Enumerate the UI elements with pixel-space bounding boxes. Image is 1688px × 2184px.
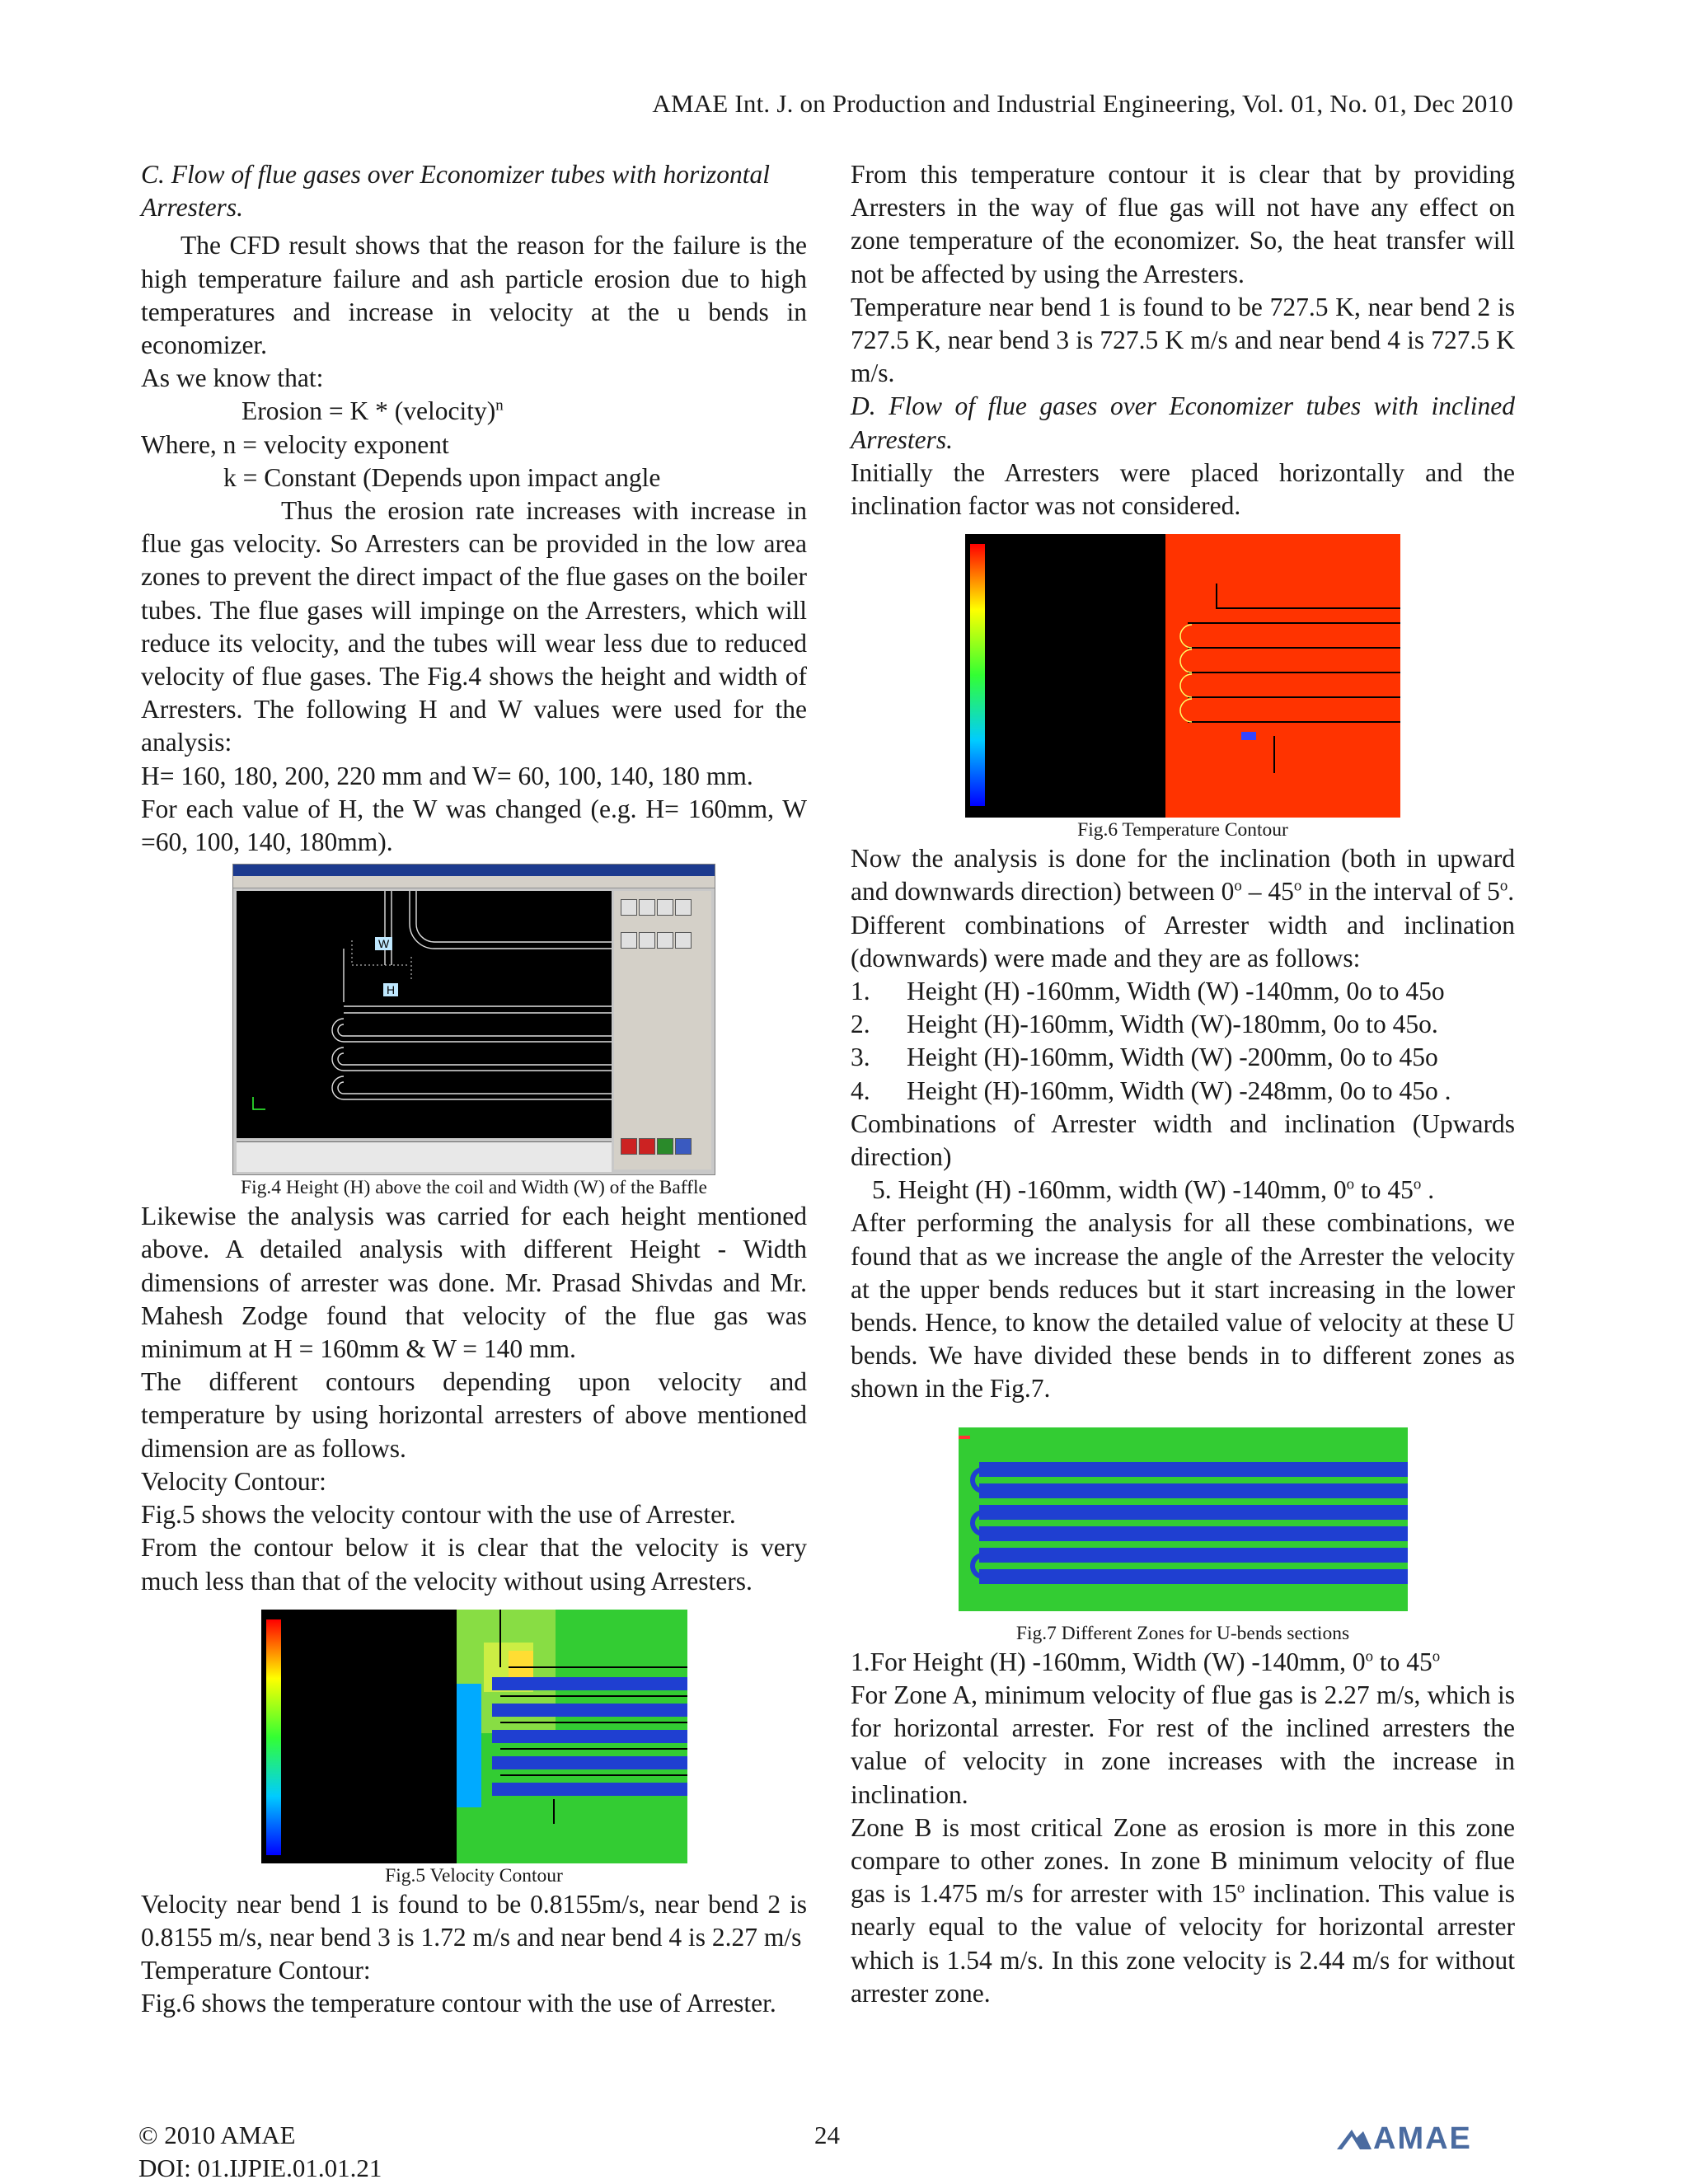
- figure-7-caption: Fig.7 Different Zones for U-bends sections: [1015, 1622, 1350, 1644]
- page-number: 24: [814, 2121, 840, 2149]
- list-item: 1. Height (H) -160mm, Width (W) -140mm, 0o to 45o: [851, 977, 1445, 1006]
- list-item: 3. Height (H)-160mm, Width (W) -200mm, 0o to 45o: [851, 1043, 1438, 1072]
- paragraph: Different combinations of Arrester width and inclination (downwards) were made and they are as follows:: [851, 910, 1515, 972]
- window-titlebar: [233, 865, 715, 876]
- toolbar-button[interactable]: [639, 899, 655, 916]
- cad-geometry: [237, 891, 612, 1138]
- toolbar-button[interactable]: [675, 932, 692, 949]
- toolbar-button[interactable]: [657, 899, 673, 916]
- list-item: 4. Height (H)-160mm, Width (W) -248mm, 0o to 45o .: [851, 1076, 1451, 1105]
- cad-viewport: [237, 891, 612, 1138]
- footer-doi: DOI: 01.IJPIE.01.01.21: [138, 2154, 382, 2182]
- paragraph: Initially the Arresters were placed horizontally and the inclination factor was not considered.: [851, 457, 1515, 521]
- temperature-contour-plot: [965, 534, 1400, 818]
- toolbar-button[interactable]: [621, 899, 637, 916]
- toolbar-button[interactable]: [675, 1138, 692, 1155]
- amae-logo: AMAE: [1335, 2121, 1472, 2157]
- paragraph: Zone B is most critical Zone as erosion is more in this zone compare to other zones. In zone B minimum velocity of flue gas is 1.475 m/s for arrester with 15$^o$ inclination. This value is nearly equal to the value of velocity for horizontal arrester which is 1.54 m/s. In this zone velocity is 2.44 m/s for without arrester zone.: [851, 1812, 1515, 2008]
- toolbar-button[interactable]: [657, 1138, 673, 1155]
- logo-mark-icon: [1335, 2126, 1373, 2151]
- list-item: 5. Height (H) -160mm, width (W) -140mm, 0$^o$ to 45$^o$ .: [872, 1175, 1435, 1205]
- paragraph: As we know that:: [141, 363, 324, 393]
- height-label: H: [383, 983, 398, 996]
- paragraph: H= 160, 180, 200, 220 mm and W= 60, 100, 140, 180 mm.: [141, 761, 753, 790]
- section-c-title: C. Flow of flue gases over Economizer tubes with horizontal Arresters.: [141, 160, 770, 223]
- paragraph: For each value of H, the W was changed (e.g. H= 160mm, W =60, 100, 140, 180mm).: [141, 794, 807, 857]
- paragraph: Where, n = velocity exponent: [141, 429, 449, 459]
- equation-erosion: Erosion = K * (velocity)$^n$: [241, 396, 504, 426]
- left-column: [141, 158, 807, 2021]
- toolbar-button[interactable]: [621, 932, 637, 949]
- paragraph: k = Constant (Depends upon impact angle: [223, 462, 661, 492]
- figure-5-velocity-contour: [261, 1610, 687, 1863]
- paragraph: For Zone A, minimum velocity of flue gas is 2.27 m/s, which is for horizontal arrester. For rest of the inclined arresters the value of velocity in zone increases with the increase in inclination.: [851, 1680, 1515, 1809]
- toolbar-button[interactable]: [639, 932, 655, 949]
- paragraph: After performing the analysis for all these combinations, we found that as we increase the angle of the Arrester the velocity at the upper bends reduces but it start increasing in the lower bends. Hence, to know the detailed value of velocity at these U bends. We have divided these bends in to different zones as shown in the Fig.7.: [851, 1208, 1515, 1404]
- figure-5-caption: Fig.5 Velocity Contour: [385, 1864, 563, 1886]
- velocity-contour-plot: [261, 1610, 687, 1863]
- section-heading-temperature: Temperature Contour:: [141, 1956, 371, 1985]
- figure-6-caption: Fig.6 Temperature Contour: [1077, 819, 1288, 841]
- figure-4-cad-window: [232, 864, 715, 1175]
- paragraph: Thus the erosion rate increases with increase in flue gas velocity. So Arresters can be provided in the low area zones to prevent the direct impact of the flue gases on the boiler tubes. The flue gases will impinge on the Arresters, which will reduce its velocity, and the tubes will wear less due to reduced velocity of flue gases. The Fig.4 shows the height and width of Arresters. The following H and W values were used for the analysis:: [141, 496, 807, 757]
- figure-4-caption: Fig.4 Height (H) above the coil and Width (W) of the Baffle: [241, 1177, 707, 1199]
- paragraph: Combinations of Arrester width and inclination (Upwards direction): [851, 1108, 1515, 1172]
- right-column: [851, 158, 1515, 2010]
- figure-7-zones: [959, 1427, 1408, 1611]
- paragraph: Likewise the analysis was carried for each height mentioned above. A detailed analysis with different Height - Width dimensions of arrester was done. Mr. Prasad Shivdas and Mr. Mahesh Zodge found that velocity of the flue gas was minimum at H = 160mm & W = 140 mm.: [141, 1202, 807, 1364]
- paragraph: Now the analysis is done for the inclination (both in upward and downwards direction) between 0$^o$ – 45$^o$ in the interval of 5$^o$.: [851, 844, 1515, 907]
- cad-side-panel: [614, 891, 711, 1169]
- running-header: AMAE Int. J. on Production and Industrial Engineering, Vol. 01, No. 01, Dec 2010: [652, 89, 1513, 118]
- toolbar-button[interactable]: [657, 932, 673, 949]
- toolbar-button[interactable]: [621, 1138, 637, 1155]
- paragraph: The CFD result shows that the reason for the failure is the high temperature failure and ash particle erosion due to high temperatures and increase in velocity at the u bends in economizer.: [141, 231, 807, 360]
- footer-copyright: © 2010 AMAE: [138, 2121, 296, 2149]
- paragraph: Velocity near bend 1 is found to be 0.8155m/s, near bend 2 is 0.8155 m/s, near bend 3 is 1.72 m/s and near bend 4 is 2.27 m/s: [141, 1889, 807, 1952]
- paragraph: Fig.6 shows the temperature contour with the use of Arrester.: [141, 1989, 776, 2018]
- list-item: 2. Height (H)-160mm, Width (W)-180mm, 0o to 45o.: [851, 1010, 1438, 1039]
- paragraph: From this temperature contour it is clear that by providing Arresters in the way of flue gas will not have any effect on zone temperature of the economizer. So, the heat transfer will not be affected by using the Arresters.: [851, 160, 1515, 288]
- paragraph: Temperature near bend 1 is found to be 727.5 K, near bend 2 is 727.5 K, near bend 3 is 727.5 K m/s and near bend 4 is 727.5 K m/s.: [851, 292, 1515, 388]
- figure-6-temperature-contour: [965, 534, 1400, 818]
- toolbar-button[interactable]: [639, 1138, 655, 1155]
- toolbar-button[interactable]: [675, 899, 692, 916]
- cad-console: [237, 1141, 612, 1172]
- zones-plot: [959, 1427, 1408, 1611]
- window-menubar: [233, 876, 715, 888]
- section-d-title: D. Flow of flue gases over Economizer tubes with inclined Arresters.: [851, 391, 1515, 454]
- paragraph: The different contours depending upon velocity and temperature by using horizontal arresters of above mentioned dimension are as follows.: [141, 1367, 807, 1463]
- width-label: W: [375, 937, 392, 950]
- paragraph: Fig.5 shows the velocity contour with the use of Arrester.: [141, 1500, 736, 1530]
- paragraph: 1.For Height (H) -160mm, Width (W) -140mm, 0$^o$ to 45$^o$: [851, 1647, 1441, 1676]
- paragraph: From the contour below it is clear that the velocity is very much less than that of the velocity without using Arresters.: [141, 1533, 807, 1596]
- section-heading-velocity: Velocity Contour:: [141, 1466, 326, 1496]
- combination-list: [851, 975, 1515, 1108]
